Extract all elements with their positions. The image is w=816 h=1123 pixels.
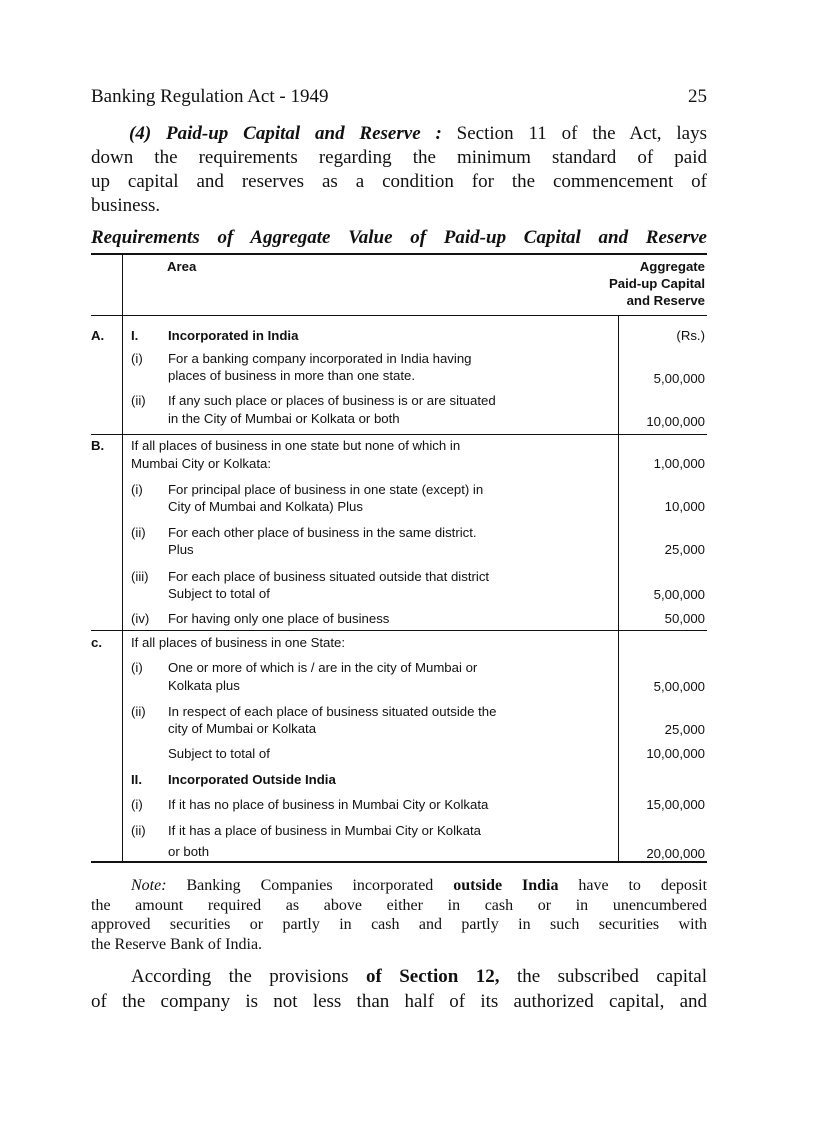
intro-line-1-rest: Section 11 of the Act, lays	[456, 123, 707, 144]
a-ii-value: 10,00,000	[646, 414, 705, 429]
b-intro-1: If all places of business in one state but none of which in	[131, 438, 461, 453]
c-i-text-1: One or more of which is / are in the city of Mumbai or	[168, 660, 478, 675]
section-a-title: Incorporated in India	[168, 328, 299, 343]
para-text-c: the subscribed capital	[516, 966, 707, 987]
b-i-num: (i)	[131, 482, 143, 497]
note-paragraph	[91, 876, 707, 954]
note-line-2: the amount required as above either in cash or in unencumbered	[91, 896, 707, 914]
c-outside-ii-value: 20,00,000	[646, 846, 705, 861]
b-i-text-2: City of Mumbai and Kolkata) Plus	[168, 499, 363, 514]
section-a-label: A.	[91, 328, 105, 343]
a-ii-text-1: If any such place or places of business is or are situated	[168, 393, 496, 408]
section-12-paragraph	[91, 964, 707, 1014]
section-number: (4)	[129, 123, 152, 144]
note-text-a: Banking Companies incorporated	[186, 877, 434, 894]
label-column-rule	[122, 253, 123, 861]
c-outside-i-value: 15,00,000	[646, 797, 705, 812]
b-iii-text-2: Subject to total of	[168, 586, 270, 601]
b-i-text-1: For principal place of business in one state (except) in	[168, 482, 484, 497]
section-b-label: B.	[91, 438, 105, 453]
c-subject-text: Subject to total of	[168, 746, 270, 761]
rule-after-section-b	[91, 630, 707, 631]
c-outside-ii-text-2: or both	[168, 844, 210, 859]
section-c-title: Incorporated Outside India	[168, 772, 336, 787]
header-value-3: and Reserve	[626, 293, 705, 308]
c-intro: If all places of business in one State:	[131, 635, 346, 650]
b-i-value: 10,000	[664, 499, 705, 514]
c-i-value: 5,00,000	[653, 679, 705, 694]
c-i-num: (i)	[131, 660, 143, 675]
a-i-value: 5,00,000	[653, 371, 705, 386]
b-iii-num: (iii)	[131, 569, 149, 584]
table-bottom-rule	[91, 861, 707, 863]
b-iii-value: 5,00,000	[653, 587, 705, 602]
section-c-label: c.	[91, 635, 102, 650]
a-ii-text-2: in the City of Mumbai or Kolkata or both	[168, 411, 400, 426]
b-intro-2: Mumbai City or Kolkata:	[131, 456, 271, 471]
c-outside-ii-num: (ii)	[131, 823, 146, 838]
b-ii-text-2: Plus	[168, 542, 194, 557]
c-subject-value: 10,00,000	[646, 746, 705, 761]
c-ii-num: (ii)	[131, 704, 146, 719]
note-line-3: approved securities or partly in cash and partly in such securities with	[91, 916, 707, 933]
para-line-2: of the company is not less than half of its authorized capital, and	[91, 991, 707, 1012]
c-ii-value: 25,000	[664, 722, 705, 737]
a-i-text-2: places of business in more than one state.	[168, 368, 416, 383]
intro-line-2: down the requirements regarding the minimum standard of paid	[91, 147, 707, 168]
header-value-1: Aggregate	[639, 259, 705, 274]
b-iv-text: For having only one place of business	[168, 611, 390, 626]
section-heading: Paid-up Capital and Reserve :	[166, 123, 442, 144]
rule-after-section-a	[91, 434, 707, 435]
a-i-num: (i)	[131, 351, 143, 366]
capital-requirements-table	[91, 253, 707, 863]
c-ii-text-1: In respect of each place of business situated outside the	[168, 704, 497, 719]
intro-line-1	[91, 122, 707, 146]
header-value-2: Paid-up Capital	[609, 276, 705, 291]
note-line-1	[91, 876, 707, 896]
header-bottom-rule	[91, 315, 707, 316]
intro-line-4: business.	[91, 195, 161, 216]
para-text-a: According the provisions	[131, 966, 349, 987]
b-iii-text-1: For each place of business situated outside that district	[168, 569, 490, 584]
c-outside-i-text: If it has no place of business in Mumbai City or Kolkata	[168, 797, 489, 812]
c-outside-i-num: (i)	[131, 797, 143, 812]
section-c-roman: II.	[131, 772, 142, 787]
b-ii-value: 25,000	[664, 542, 705, 557]
note-emphasis: outside India	[453, 877, 559, 894]
book-title: Banking Regulation Act - 1949	[91, 86, 329, 107]
table-top-rule	[91, 253, 707, 255]
note-label: Note:	[131, 877, 167, 894]
value-column-rule	[618, 315, 619, 861]
c-ii-text-2: city of Mumbai or Kolkata	[168, 721, 317, 736]
section-a-unit: (Rs.)	[676, 328, 705, 343]
header-area: Area	[167, 259, 197, 274]
table-title: Requirements of Aggregate Value of Paid-up Capital and Reserve	[91, 227, 707, 248]
note-line-4: the Reserve Bank of India.	[91, 935, 263, 953]
b-iv-num: (iv)	[131, 611, 150, 626]
b-ii-text-1: For each other place of business in the same district.	[168, 525, 477, 540]
running-header	[91, 86, 707, 112]
intro-paragraph	[91, 122, 707, 218]
para-line-1	[91, 964, 707, 989]
para-emphasis: of Section 12,	[365, 966, 500, 987]
b-ii-num: (ii)	[131, 525, 146, 540]
note-text-c: have to deposit	[578, 877, 708, 894]
b-intro-value: 1,00,000	[653, 456, 705, 471]
intro-line-3: up capital and reserves as a condition for the commencement of	[91, 171, 707, 192]
section-a-roman: I.	[131, 328, 139, 343]
c-outside-ii-text-1: If it has a place of business in Mumbai City or Kolkata	[168, 823, 481, 838]
a-ii-num: (ii)	[131, 393, 146, 408]
b-iv-value: 50,000	[664, 611, 705, 626]
page-number: 25	[688, 86, 707, 107]
a-i-text-1: For a banking company incorporated in India having	[168, 351, 472, 366]
c-i-text-2: Kolkata plus	[168, 678, 240, 693]
